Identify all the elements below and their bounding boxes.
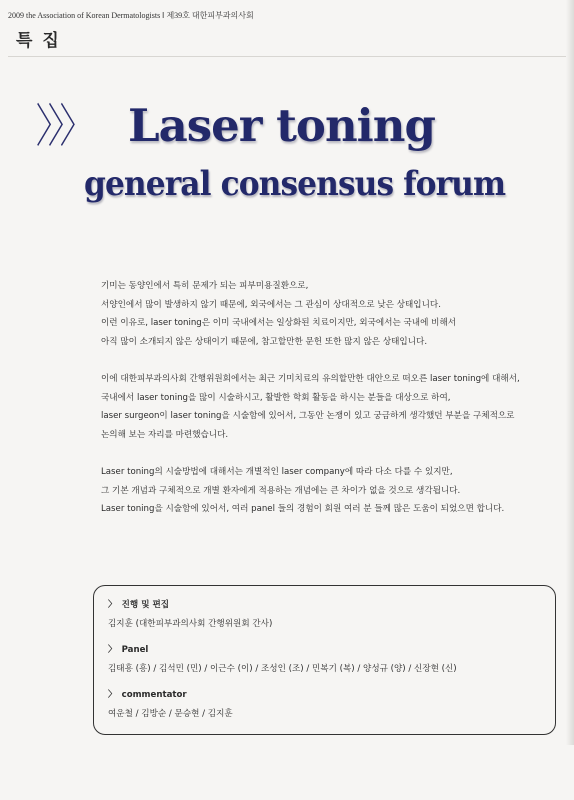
panel-heading-label: Panel (121, 645, 149, 655)
intro-line: Laser toning의 시술방법에 대해서는 개별적인 laser company에 따라 다소 다를 수 있지만, (101, 466, 453, 477)
moderator-section (108, 598, 272, 629)
section-label: 특 집 (16, 31, 61, 51)
intro-paragraph-1 (101, 277, 521, 351)
intro-line: 기미는 동양인에서 특히 문제가 되는 피부미용질환으로, (101, 281, 309, 291)
page-edge-shadow (566, 0, 574, 745)
moderator-heading (108, 598, 272, 617)
commentator-section (108, 688, 233, 719)
intro-line: 국내에서 laser toning을 많이 시술하시고, 활발한 학회 활동을 하시는 분들을 대상으로 하여, (101, 392, 451, 403)
commentator-text: 여운철 / 김방순 / 문승현 / 김지훈 (108, 709, 233, 719)
intro-paragraph-3 (101, 463, 521, 519)
panel-section (108, 643, 457, 674)
intro-paragraph-2 (101, 370, 521, 444)
intro-line: 아직 많이 소개되지 않은 상태이기 때문에, 참고할만한 문헌 또한 많지 않은 상태입니다. (101, 336, 428, 347)
intro-text (101, 277, 521, 537)
chevron-right-icon: 〉 (108, 645, 117, 655)
article-title: Laser toning (128, 99, 435, 152)
panel-members-text: 김태흥 (흥) / 김석민 (민) / 이근수 (이) / 조성인 (조) / 민복기 (복) / 양성규 (양) / 신장현 (신) (108, 664, 457, 674)
intro-line: Laser toning을 시술함에 있어서, 여러 panel 들의 경험이 회원 여러 분 들께 많은 도움이 되었으면 합니다. (101, 504, 505, 515)
running-head: 2009 the Association of Korean Dermatologists ‖ 제39호 대한피부과의사회 (8, 11, 254, 20)
chevron-right-icon: 〉 (108, 690, 117, 700)
panel-heading (108, 643, 457, 662)
header-divider (8, 56, 568, 57)
intro-line: 그 기본 개념과 구체적으로 개별 환자에게 적용하는 개념에는 큰 차이가 없을 것으로 생각됩니다. (101, 485, 461, 496)
article-subtitle: general consensus forum (84, 164, 506, 204)
title-chevron-icon: 〉〉〉 (36, 100, 88, 152)
chevron-right-icon: 〉 (108, 600, 117, 610)
commentator-heading (108, 688, 233, 707)
intro-line: 이에 대한피부과의사회 간행위원회에서는 최근 기미치료의 유의할만한 대안으로 떠오른 laser toning에 대해서, (101, 373, 520, 384)
moderator-text: 김지훈 (대한피부과의사회 간행위원회 간사) (108, 619, 273, 629)
intro-line: 논의해 보는 자리를 마련했습니다. (101, 429, 229, 440)
participants-box (93, 585, 556, 735)
intro-line: laser surgeon이 laser toning을 시술함에 있어서, 그동안 논쟁이 있고 궁금하게 생각했던 부분을 구체적으로 (101, 411, 515, 422)
intro-line: 이런 이유로, laser toning은 이미 국내에서는 일상화된 치료이지만, 외국에서는 국내에 비해서 (101, 318, 457, 329)
intro-line: 서양인에서 많이 발생하지 않기 때문에, 외국에서는 그 관심이 상대적으로 낮은 상태입니다. (101, 299, 441, 310)
commentator-heading-label: commentator (121, 690, 187, 700)
moderator-heading-label: 진행 및 편집 (121, 600, 170, 610)
